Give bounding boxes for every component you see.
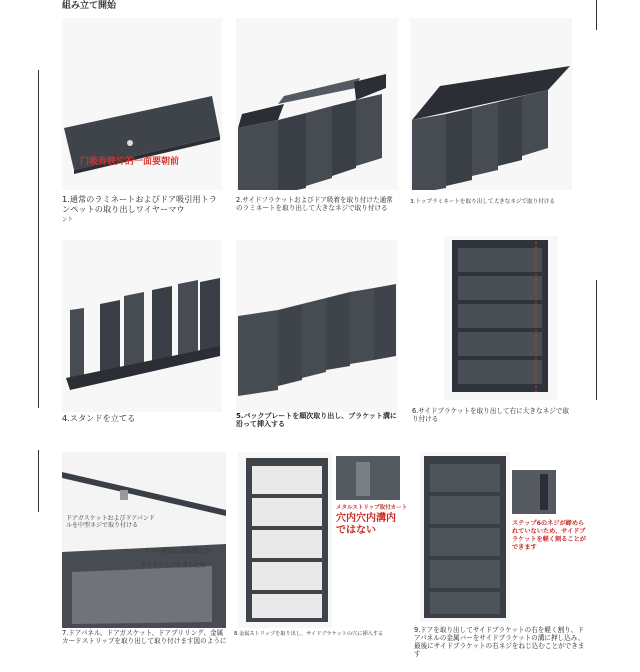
right-rule-mid (596, 280, 597, 400)
step-7-label-2: ドアの両端に金属製のカー (144, 548, 216, 555)
step-7-label-1: ドアガスケットおよびドアパンドルを中型ネジで取り付ける (66, 515, 155, 529)
step-7-label-3: ドストリップを差し込む (140, 562, 206, 569)
step-8-inset-small: メタルストリップ取付カート (336, 505, 408, 511)
step-9-photo (420, 452, 510, 622)
step-2-caption: 2.サイドフラケットおよびドア吸着を取り付けた通常のラミネートを取り出して大きなネジで取り付ける (236, 196, 393, 212)
step-7-caption: 7.ドアパネル、ドアガスケット、ドアプリリング、金属カードストリップを取り出して取り付けます図のように (62, 629, 227, 645)
step-1-caption-extra: ント (62, 217, 74, 223)
step-1-label: 门吸有铁片的一面要朝前 (80, 157, 180, 167)
step-1-caption: 1.通常のラミネートおよびドア吸引用トランペットの取り出しワイヤーマウ (62, 194, 217, 214)
step-3-photo (410, 18, 572, 190)
step-5-photo (236, 240, 398, 412)
step-2-photo (236, 18, 398, 190)
step-7-photo (62, 452, 226, 628)
step-4-caption: 4.スタンドを立てる (62, 413, 136, 423)
step-9-caption: 9.ドアを取り出してサイドブラケットの右を軽く割り、ドアパネルの金属バーをサイドブラケットの溝に押し込み、最後にサイドブラケットの右ネジをねじ込むことができます (414, 626, 585, 658)
page-header: 組み立て開始 (62, 1, 117, 11)
step-4-photo (62, 240, 222, 412)
step-9-inset-note: ステップ6のネジが締められていないため、サイドブラケットを軽く割ることができます (512, 520, 586, 551)
right-rule (596, 0, 597, 30)
step-8-inset (336, 456, 400, 500)
step-8-photo (238, 452, 332, 628)
step-6-photo (444, 236, 558, 400)
step-8-inset-big: 穴内穴内溝内ではない (336, 513, 396, 536)
left-rule (38, 70, 39, 408)
step-9-inset (512, 470, 556, 514)
step-6-caption: 6.サイドブラケットを取り出して右に大きなネジで取り付ける (412, 407, 569, 423)
left-rule-lower (38, 450, 39, 512)
step-1-photo (62, 18, 222, 190)
step-5-caption: 5.バックプレートを順次取り出し、プラケット溝に沿って挿入する (236, 412, 397, 429)
step-3-caption: 3.トップラミネートを取り出して大きなネジで取り付ける (410, 199, 556, 205)
step-8-caption: 8.金属ストリップを取り出し、サイドブラケットの穴に挿入する (234, 631, 384, 637)
